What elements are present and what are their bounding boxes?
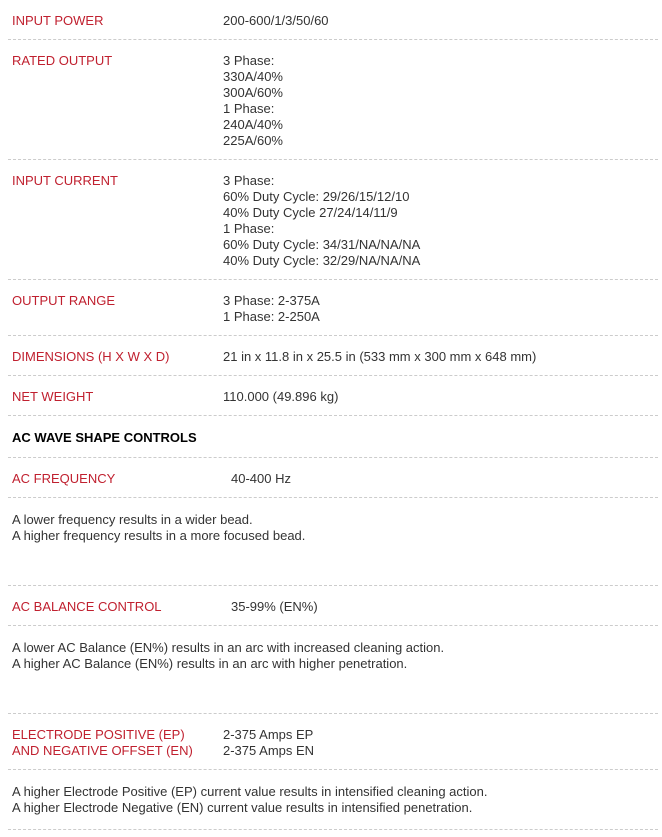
note-row: [0, 626, 662, 713]
spec-value-line: 110.000 (49.896 kg): [223, 389, 339, 404]
spec-label: [0, 293, 223, 309]
spec-label: [0, 471, 223, 487]
spec-label-line: AC FREQUENCY: [12, 471, 116, 486]
spec-label-line: AND NEGATIVE OFFSET (EN): [12, 743, 193, 758]
spec-row: [0, 376, 662, 415]
spec-label: [0, 599, 223, 615]
spec-label: [0, 349, 223, 365]
spec-value-line: 240A/40%: [223, 117, 283, 132]
spec-label-line: DIMENSIONS (H X W X D): [12, 349, 170, 364]
row-divider: [8, 829, 658, 830]
spec-value: [223, 53, 662, 149]
spec-value-line: 60% Duty Cycle: 29/26/15/12/10: [223, 189, 410, 204]
spec-value-line: 1 Phase:: [223, 101, 275, 116]
spec-value-line: 40% Duty Cycle: 32/29/NA/NA/NA: [223, 253, 421, 268]
spec-label-line: ELECTRODE POSITIVE (EP): [12, 727, 185, 742]
note-line: A higher frequency results in a more focused bead.: [12, 528, 306, 543]
note-row: [0, 498, 662, 585]
spec-value: [223, 293, 662, 325]
spec-value: [223, 471, 662, 487]
spec-value-line: 60% Duty Cycle: 34/31/NA/NA/NA: [223, 237, 421, 252]
spec-value: [223, 599, 662, 615]
note-row: [0, 770, 662, 829]
spec-row: [0, 586, 662, 625]
spec-label-line: INPUT POWER: [12, 13, 104, 28]
spec-row: [0, 280, 662, 335]
spec-value: [223, 727, 662, 759]
note-line: A higher Electrode Negative (EN) current value results in intensified penetration.: [12, 800, 473, 815]
spec-value-line: 40-400 Hz: [231, 471, 291, 486]
spec-value-line: 2-375 Amps EN: [223, 743, 315, 758]
section-heading: AC WAVE SHAPE CONTROLS: [12, 430, 197, 445]
spec-value-line: 40% Duty Cycle 27/24/14/11/9: [223, 205, 398, 220]
spec-value-line: 330A/40%: [223, 69, 283, 84]
spec-label-line: INPUT CURRENT: [12, 173, 118, 188]
note-line: A higher AC Balance (EN%) results in an arc with higher penetration.: [12, 656, 408, 671]
note-line: A higher Electrode Positive (EP) current value results in intensified cleaning action.: [12, 784, 488, 799]
spec-value-line: 3 Phase:: [223, 53, 275, 68]
spec-row: [0, 160, 662, 279]
spec-row: [0, 714, 662, 769]
spec-label: [0, 727, 223, 759]
spec-label: [0, 13, 223, 29]
spec-value-line: 300A/60%: [223, 85, 283, 100]
note-line: A lower AC Balance (EN%) results in an arc with increased cleaning action.: [12, 640, 445, 655]
spec-row: [0, 336, 662, 375]
spec-value-line: 225A/60%: [223, 133, 283, 148]
spec-value: [223, 389, 662, 405]
spec-value: [223, 349, 662, 365]
spec-value-line: 1 Phase:: [223, 221, 275, 236]
spec-label-line: RATED OUTPUT: [12, 53, 113, 68]
spec-row: [0, 458, 662, 497]
spec-label: [0, 53, 223, 69]
spec-label: [0, 173, 223, 189]
spec-label-line: AC BALANCE CONTROL: [12, 599, 162, 614]
spec-value-line: 200-600/1/3/50/60: [223, 13, 329, 28]
spec-row: [0, 40, 662, 159]
spec-value-line: 35-99% (EN%): [231, 599, 318, 614]
spec-value-line: 3 Phase: 2-375A: [223, 293, 320, 308]
spec-value-line: 21 in x 11.8 in x 25.5 in (533 mm x 300 mm x 648 mm): [223, 349, 537, 364]
spec-label-line: OUTPUT RANGE: [12, 293, 116, 308]
spec-value-line: 1 Phase: 2-250A: [223, 309, 320, 324]
spec-value: [223, 13, 662, 29]
spec-row: [0, 0, 662, 39]
note-line: A lower frequency results in a wider bead.: [12, 512, 253, 527]
spec-label-line: NET WEIGHT: [12, 389, 94, 404]
spec-value-line: 3 Phase:: [223, 173, 275, 188]
spec-value-line: 2-375 Amps EP: [223, 727, 314, 742]
spec-label: [0, 389, 223, 405]
spec-value: [223, 173, 662, 269]
